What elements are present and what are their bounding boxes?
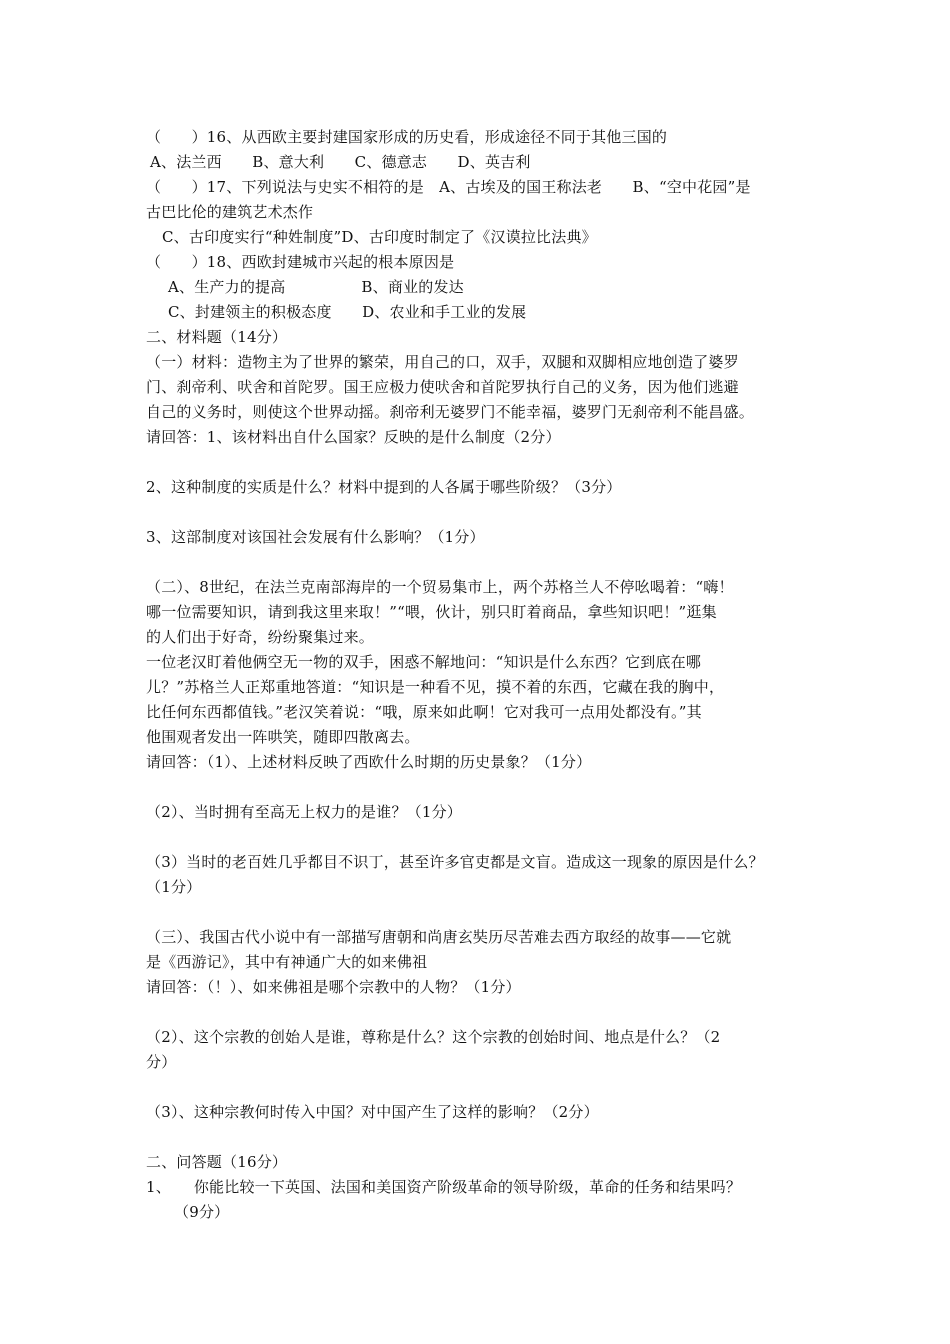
material2-line5: 儿？”苏格兰人正郑重地答道：“知识是一种看不见，摸不着的东西，它藏在我的胸中， bbox=[146, 678, 725, 696]
qa-question1-line2: （9分） bbox=[174, 1203, 230, 1221]
material2-line6: 比任何东西都值钱。”老汉笑着说：“哦，原来如此啊！它对我可一点用处都没有。”其 bbox=[146, 703, 702, 721]
material3-question1: 请回答：（！）、如来佛祖是哪个宗教中的人物？（1分） bbox=[146, 978, 521, 996]
material1-line2: 门、刹帝利、吠舍和首陀罗。国王应极力使吠舍和首陀罗执行自己的义务，因为他们逃避 bbox=[146, 378, 739, 396]
q18-stem: （ ）18、西欧封建城市兴起的根本原因是 bbox=[146, 253, 455, 271]
material1-line1: （一）材料：造物主为了世界的繁荣，用自己的口，双手，双腿和双脚相应地创造了婆罗 bbox=[146, 353, 739, 371]
material2-question2: （2）、当时拥有至高无上权力的是谁？（1分） bbox=[146, 803, 462, 821]
material3-question2-line2: 分） bbox=[146, 1053, 177, 1071]
material1-question2: 2、这种制度的实质是什么？材料中提到的人各属于哪些阶级？（3分） bbox=[146, 478, 622, 496]
material2-line3: 的人们出于好奇，纷纷聚集过来。 bbox=[146, 628, 375, 646]
material1-line3: 自己的义务时，则使这个世界动摇。刹帝利无婆罗门不能幸福，婆罗门无刹帝利不能昌盛。 bbox=[146, 403, 755, 421]
section-material-title: 二、材料题（14分） bbox=[146, 328, 288, 346]
q17-options: C、古印度实行“种姓制度”D、古印度时制定了《汉谟拉比法典》 bbox=[162, 228, 597, 246]
material2-question1: 请回答：（1）、上述材料反映了西欧什么时期的历史景象？（1分） bbox=[146, 753, 592, 771]
material2-question3-line2: （1分） bbox=[146, 878, 202, 896]
section-qa-title: 二、问答题（16分） bbox=[146, 1153, 288, 1171]
material2-line1: （二）、8世纪，在法兰克南部海岸的一个贸易集市上，两个苏格兰人不停吆喝着：“嗨！ bbox=[146, 578, 734, 596]
material2-line2: 哪一位需要知识，请到我这里来取！”“喂，伙计，别只盯着商品，拿些知识吧！”逛集 bbox=[146, 603, 717, 621]
material3-line1: （三）、我国古代小说中有一部描写唐朝和尚唐玄奘历尽苦难去西方取经的故事——它就 bbox=[146, 928, 732, 946]
material1-question3: 3、这部制度对该国社会发展有什么影响？（1分） bbox=[146, 528, 485, 546]
q16-options: A、法兰西 B、意大利 C、德意志 D、英吉利 bbox=[150, 153, 531, 171]
material2-line7: 他围观者发出一阵哄笑，随即四散离去。 bbox=[146, 728, 420, 746]
q16-stem: （ ）16、从西欧主要封建国家形成的历史看，形成途径不同于其他三国的 bbox=[146, 128, 668, 146]
material3-line2: 是《西游记》，其中有神通广大的如来佛祖 bbox=[146, 953, 428, 971]
material2-question3-line1: （3）当时的老百姓几乎都目不识丁，甚至许多官吏都是文盲。造成这一现象的原因是什么？ bbox=[146, 853, 764, 871]
material1-question1: 请回答：1、该材料出自什么国家？反映的是什么制度（2分） bbox=[146, 428, 561, 446]
q18-options-row1: A、生产力的提高 B、商业的发达 bbox=[168, 278, 464, 296]
q17-stem-line2: 古巴比伦的建筑艺术杰作 bbox=[146, 203, 314, 221]
q17-stem-line1: （ ）17、下列说法与史实不相符的是 A、古埃及的国王称法老 B、“空中花园”是 bbox=[146, 178, 751, 196]
material3-question3: （3）、这种宗教何时传入中国？对中国产生了这样的影响？（2分） bbox=[146, 1103, 599, 1121]
qa-question1-line1: 1、 你能比较一下英国、法国和美国资产阶级革命的领导阶级，革命的任务和结果吗？ bbox=[146, 1178, 742, 1196]
material3-question2-line1: （2）、这个宗教的创始人是谁，尊称是什么？这个宗教的创始时间、地点是什么？（2 bbox=[146, 1028, 721, 1046]
material2-line4: 一位老汉盯着他俩空无一物的双手，困惑不解地问：“知识是什么东西？它到底在哪 bbox=[146, 653, 702, 671]
q18-options-row2: C、封建领主的积极态度 D、农业和手工业的发展 bbox=[168, 303, 527, 321]
